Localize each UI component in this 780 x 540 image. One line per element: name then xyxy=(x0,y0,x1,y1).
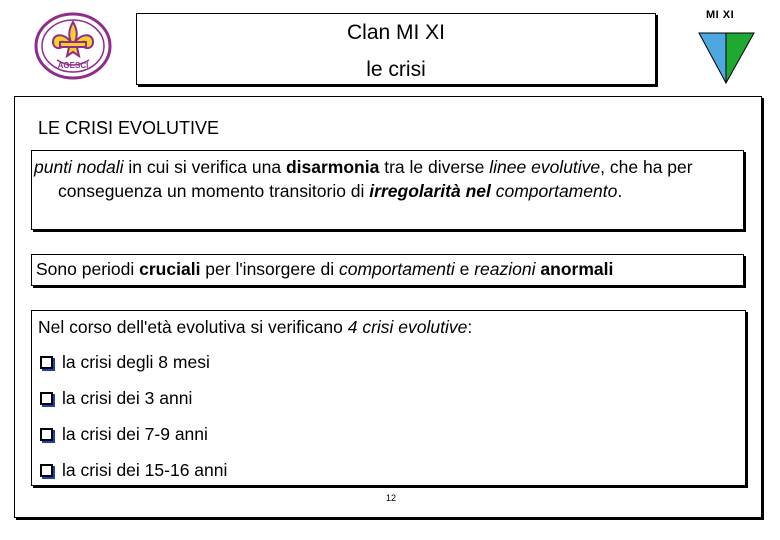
periods-bold: cruciali xyxy=(139,259,201,279)
definition-part: tra le diverse xyxy=(379,157,490,177)
list-intro-part: Nel corso dell'età evolutiva si verificano xyxy=(38,317,348,337)
badge-label: MI XI xyxy=(706,9,735,21)
definition-emphasis: comportamento xyxy=(490,181,618,201)
header-subtitle: le crisi xyxy=(366,58,426,81)
header-title: Clan MI XI xyxy=(346,21,446,44)
svg-text:AGESCI: AGESCI xyxy=(57,61,89,70)
list-item-label: la crisi dei 15-16 anni xyxy=(62,459,228,480)
definition-part: , che ha per conseguenza un momento transitorio di xyxy=(58,157,693,201)
checkbox-icon xyxy=(40,392,53,405)
definition-emphasis: punti nodali xyxy=(34,157,124,177)
definition-box xyxy=(31,150,744,230)
periods-part: e xyxy=(454,259,475,279)
list-intro-emphasis: 4 crisi evolutive xyxy=(347,317,468,337)
crisis-list-box xyxy=(31,310,746,486)
fleur-de-lis-icon xyxy=(33,12,113,80)
checkbox-icon xyxy=(40,356,53,369)
definition-bold: disarmonia xyxy=(285,157,380,177)
periods-part: per l'insorgere di xyxy=(200,259,339,279)
list-item-label: la crisi degli 8 mesi xyxy=(62,351,210,372)
checkbox-icon xyxy=(40,428,53,441)
periods-bold: anormali xyxy=(540,259,614,279)
section-title: LE CRISI EVOLUTIVE xyxy=(38,118,220,138)
periods-part: Sono periodi xyxy=(36,259,140,279)
list-item xyxy=(40,459,227,481)
periods-text xyxy=(36,259,613,280)
list-item xyxy=(40,387,192,409)
header-box xyxy=(136,13,656,85)
clan-badge xyxy=(698,32,755,84)
list-item-label: la crisi dei 3 anni xyxy=(62,387,193,408)
definition-bold-italic: irregolarità nel xyxy=(369,181,491,201)
definition-part: . xyxy=(617,181,623,201)
periods-emphasis: comportamenti xyxy=(339,259,455,279)
list-intro-part: : xyxy=(467,317,473,337)
agesci-logo xyxy=(33,12,113,80)
checkbox-icon xyxy=(40,464,53,477)
periods-emphasis: reazioni xyxy=(474,259,536,279)
list-intro xyxy=(38,317,472,338)
list-item xyxy=(40,351,210,373)
list-item xyxy=(40,423,208,445)
definition-emphasis: linee evolutive xyxy=(489,157,601,177)
periods-box xyxy=(31,254,744,286)
definition-text xyxy=(34,155,739,203)
page-number: 12 xyxy=(386,493,397,503)
badge-triangle-icon xyxy=(698,32,755,84)
list-item-label: la crisi dei 7-9 anni xyxy=(62,423,208,444)
definition-part: in cui si verifica una xyxy=(123,157,286,177)
